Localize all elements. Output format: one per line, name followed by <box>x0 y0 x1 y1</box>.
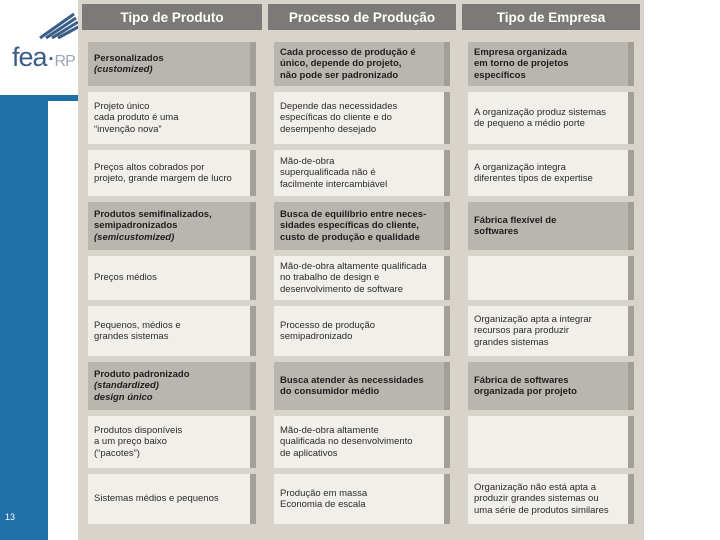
table-cell <box>468 362 634 410</box>
logo-text: fea·RP <box>12 42 75 72</box>
cell-line: Mão-de-obra altamente qualificada <box>280 260 427 272</box>
cell-line: produzir grandes sistemas ou <box>474 493 599 505</box>
table-cell <box>88 306 256 356</box>
cell-line: A organização produz sistemas <box>474 106 607 118</box>
cell-line: Produto padronizado <box>94 368 190 380</box>
cell-line: Personalizados <box>94 52 164 64</box>
cell-line: de pequeno a médio porte <box>474 118 585 129</box>
cell-line: Empresa organizada <box>474 46 567 58</box>
table-column <box>462 0 640 540</box>
cell-line-italic: (standardized) <box>94 380 159 392</box>
cell-line: em torno de projetos <box>474 58 569 70</box>
cell-line: desempenho desejado <box>280 123 377 135</box>
fea-logo <box>8 10 88 70</box>
cell-line: A organização integra <box>474 161 566 173</box>
cell-line: no trabalho de design e <box>280 272 380 284</box>
cell-line: grandes sistemas <box>474 336 549 348</box>
table-cell <box>468 202 634 250</box>
cell-line: Preços médios <box>94 272 157 284</box>
cell-line-italic: (customized) <box>94 64 153 75</box>
cell-line: custo de produção e qualidade <box>280 231 420 243</box>
cell-line: específicos <box>474 69 526 81</box>
table-cell <box>274 202 450 250</box>
cell-line: semipadronizado <box>280 331 353 342</box>
cell-line: Mão-de-obra altamente <box>280 424 379 436</box>
column-header: Tipo de Empresa <box>462 4 640 30</box>
cell-line: recursos para produzir <box>474 325 570 337</box>
table-cell <box>274 150 450 196</box>
table-cell <box>88 362 256 410</box>
cell-line: (“pacotes”) <box>94 447 140 459</box>
cell-line: Projeto único <box>94 100 150 112</box>
cell-line: Sistemas médios e pequenos <box>94 493 219 505</box>
cell-line: Organização não está apta a <box>474 481 597 493</box>
cell-line: Organização apta a integrar <box>474 313 592 325</box>
table-cell <box>88 92 256 144</box>
table-cell <box>274 306 450 356</box>
table-cell <box>468 42 634 86</box>
logo-stripes-icon <box>36 12 80 40</box>
cell-line: diferentes tipos de expertise <box>474 173 593 184</box>
table-cell <box>88 202 256 250</box>
column-header: Tipo de Produto <box>82 4 262 30</box>
cell-line: grandes sistemas <box>94 331 169 342</box>
cell-line: projeto, grande margem de lucro <box>94 173 232 184</box>
table-cell <box>274 474 450 524</box>
cell-line: facilmente intercambiável <box>280 178 388 190</box>
table-cell <box>468 416 634 468</box>
scanned-table <box>78 0 644 540</box>
cell-line: qualificada no desenvolvimento <box>280 436 413 448</box>
table-cell <box>88 42 256 86</box>
table-column <box>82 0 262 540</box>
table-cell <box>274 42 450 86</box>
table-cell <box>468 306 634 356</box>
cell-line: cada produto é uma <box>94 112 179 124</box>
cell-line: semipadronizados <box>94 220 178 232</box>
column-header: Processo de Produção <box>268 4 456 30</box>
cell-line: Mão-de-obra <box>280 155 335 167</box>
table-cell <box>88 256 256 300</box>
table-cell <box>468 92 634 144</box>
cell-line: específicas do cliente e do <box>280 112 392 124</box>
table-cell <box>274 256 450 300</box>
cell-line: Busca atender às necessidades <box>280 374 424 386</box>
cell-line: Depende das necessidades <box>280 100 398 112</box>
cell-line: Fábrica de softwares <box>474 374 569 386</box>
slide-number: 13 <box>5 512 16 522</box>
cell-line: superqualificada não é <box>280 167 376 179</box>
table-cell <box>468 474 634 524</box>
cell-line: não pode ser padronizado <box>280 69 399 81</box>
cell-line: “invenção nova” <box>94 123 162 135</box>
cell-line: Preços altos cobrados por <box>94 161 205 173</box>
cell-line-italic: design único <box>94 391 153 403</box>
cell-line: Busca de equilíbrio entre neces- <box>280 208 427 220</box>
cell-line: Processo de produção <box>280 319 376 331</box>
cell-line: Fábrica flexível de <box>474 214 557 226</box>
sidebar-band <box>0 100 48 540</box>
table-cell <box>468 256 634 300</box>
cell-line: a um preço baixo <box>94 436 167 448</box>
cell-line-italic: (semicustomized) <box>94 231 175 243</box>
table-cell <box>468 150 634 196</box>
table-cell <box>274 416 450 468</box>
cell-line: sidades específicas do cliente, <box>280 220 419 232</box>
table-cell <box>274 362 450 410</box>
cell-line: softwares <box>474 226 519 237</box>
cell-line: Cada processo de produção é <box>280 46 416 58</box>
cell-line: único, depende do projeto, <box>280 58 402 70</box>
table-cell <box>88 150 256 196</box>
cell-line: Economia de escala <box>280 499 366 510</box>
cell-line: desenvolvimento de software <box>280 283 404 295</box>
cell-line: uma série de produtos similares <box>474 504 609 516</box>
cell-line: Produtos disponíveis <box>94 424 183 436</box>
cell-line: Pequenos, médios e <box>94 319 181 331</box>
cell-line: Produtos semifinalizados, <box>94 208 212 220</box>
cell-line: Produção em massa <box>280 487 368 499</box>
table-cell <box>88 474 256 524</box>
cell-line: de aplicativos <box>280 447 338 459</box>
table-cell <box>88 416 256 468</box>
cell-line: do consumidor médio <box>280 386 380 397</box>
table-cell <box>274 92 450 144</box>
table-column <box>268 0 456 540</box>
cell-line: organizada por projeto <box>474 386 577 397</box>
